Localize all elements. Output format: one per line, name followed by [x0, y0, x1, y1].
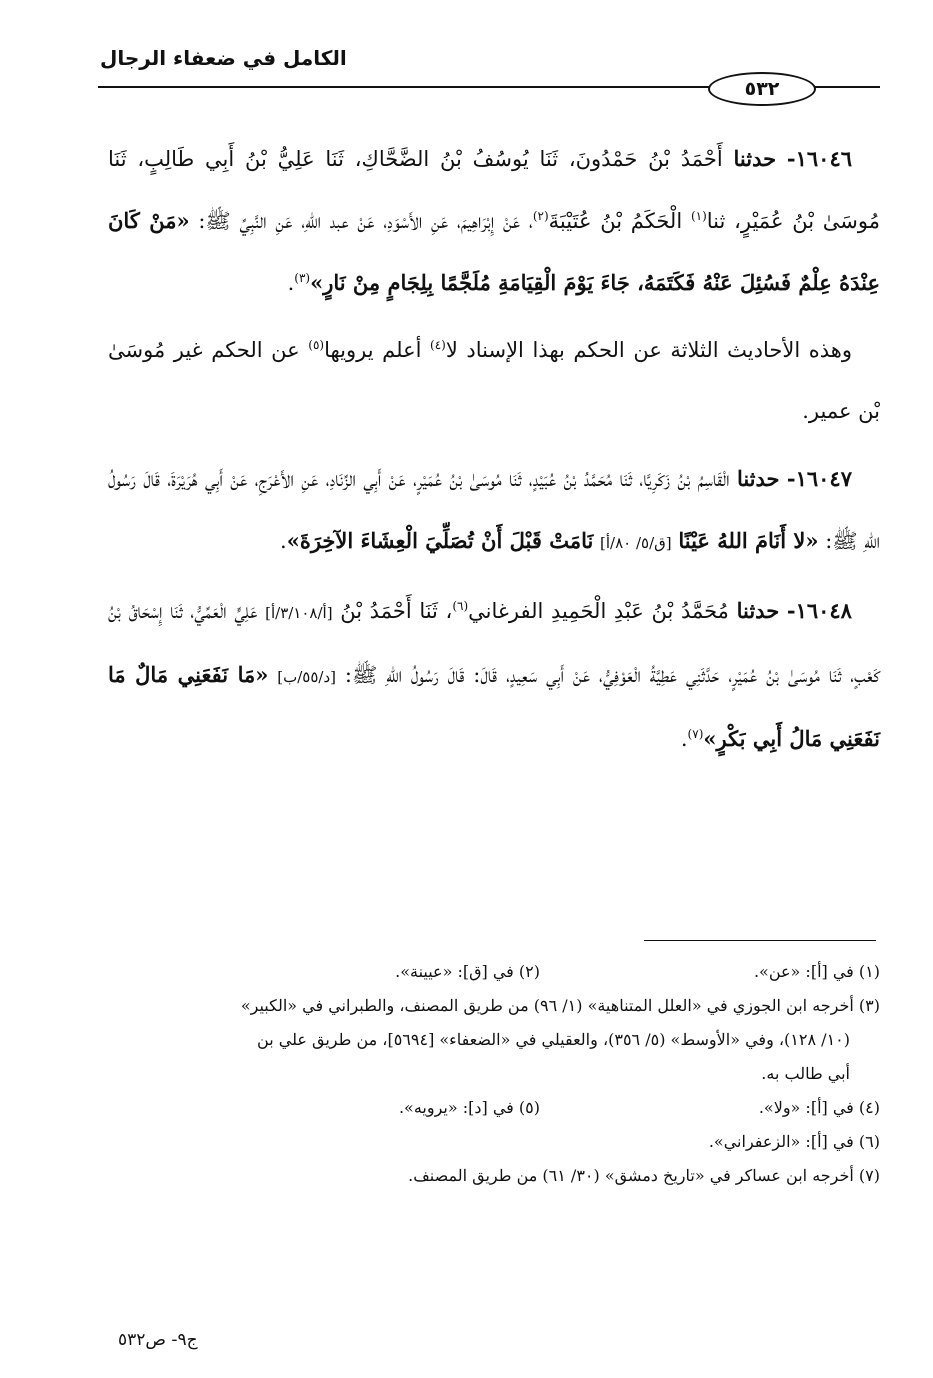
footnote-1: (١) في [أ]: «عن».: [753, 962, 880, 981]
footnote-3: [108, 989, 880, 1091]
manuscript-reference: [د/٥٥/ب]: [277, 668, 337, 686]
page-number: ٥٣٢: [744, 78, 780, 100]
commentary-paragraph: [108, 320, 880, 442]
footnote-marker: (١): [690, 209, 707, 223]
hadith-matn: نَامَتْ قَبْلَ أَنْ تُصَلِّيَ الْعِشَاءَ الآخِرَةَ»: [286, 528, 594, 553]
isnad-text: عَلِيٍّ الْعَمِّيُّ، ثَنَا إِسْحَاقُ بْنُ كَعْبٍ، ثَنَا مُوسَىٰ بْنُ عُمَيْرٍ، حَدَّثَنِي عَطِيَّةُ الْعَوْفِيُّ، عَنْ أَبِي سَعِيدٍ، قَالَ: قَالَ رَسُولُ اللهِ ﷺ:: [108, 599, 880, 687]
hadith-entry-16048: [108, 580, 880, 770]
footnote-marker: (٢): [532, 209, 549, 223]
volume-page-reference: ج٩- ص٥٣٢: [118, 1330, 198, 1350]
commentary-text: عن الحكم غير مُوسَىٰ بْن عمير.: [108, 338, 880, 423]
entry-number: ١٦٠٤٦-: [786, 146, 853, 171]
footnote-3-line: أبي طالب به.: [761, 1064, 850, 1083]
footnote-row: [108, 955, 880, 989]
footnote-3-line: (٣) أخرجه ابن الجوزي في «العلل المتناهية» (١/ ٩٦) من طريق المصنف، والطبراني في «الكبير»: [240, 996, 880, 1015]
hadith-matn: «مَنْ كَانَ عِنْدَهُ عِلْمٌ فَسُئِلَ عَنْهُ فَكَتَمَهُ، جَاءَ يَوْمَ الْقِيَامَةِ مُلَجَّمًا بِلِجَامٍ مِنْ نَارٍ»: [108, 208, 880, 295]
entry-number: ١٦٠٤٨-: [786, 598, 852, 623]
footnote-4: (٤) في [أ]: «ولا».: [758, 1098, 880, 1117]
commentary-text: أعلم يرويها: [324, 338, 422, 362]
footnote-marker: (٦): [452, 599, 469, 613]
period: .: [280, 529, 287, 553]
main-text: [108, 128, 880, 776]
entry-number: ١٦٠٤٧-: [786, 466, 852, 491]
hadith-entry-16047: [108, 448, 880, 574]
footnote-3-line: (١٠/ ١٢٨)، وفي «الأوسط» (٥/ ٣٥٦)، والعقيلي في «الضعفاء» [٥٦٩٤]، من طريق علي بن: [257, 1030, 850, 1049]
hadith-matn: «مَا نَفَعَنِي مَالٌ مَا نَفَعَنِي مَالُ أَبِي بَكْرٍ»: [108, 662, 880, 751]
footnote-marker: (٤): [430, 338, 446, 352]
footnote-7: (٧) أخرجه ابن عساكر في «تاريخ دمشق» (٣٠/ ٦١) من طريق المصنف.: [408, 1166, 880, 1185]
isnad-text: ، ثَنَا أَحْمَدُ بْنُ: [340, 599, 453, 623]
manuscript-reference: [أ/٣/١٠٨/أ]: [265, 604, 333, 622]
footnote-6: (٦) في [أ]: «الزعفراني».: [708, 1132, 880, 1151]
entry-keyword: حدثنا: [733, 146, 777, 171]
page-number-badge: [708, 72, 816, 106]
running-title: الكامل في ضعفاء الرجال: [100, 46, 347, 70]
period: .: [680, 727, 688, 751]
entry-keyword: حدثنا: [736, 466, 780, 491]
entry-keyword: حدثنا: [736, 598, 780, 623]
footnote-marker: (٣): [294, 271, 311, 285]
isnad-text: الْحَكَمُ بْنُ عُتَيْبَةَ: [548, 209, 683, 233]
footnote-marker: (٥): [308, 338, 325, 352]
footnote-marker: (٧): [687, 727, 704, 741]
footnote-2: (٢) في [ق]: «عيينة».: [395, 962, 540, 981]
hadith-entry-16046: [108, 128, 880, 314]
footnote-5: (٥) في [د]: «يرويه».: [398, 1098, 540, 1117]
isnad-text: أَحْمَدُ بْنُ حَمْدُونَ، ثَنَا يُوسُفُ بْنُ الضَّحَّاكِ، ثَنَا عَلِيُّ بْنُ أَبِي طَالِبٍ، ثَنَا مُوسَىٰ بْنُ عُمَيْرٍ، ثنا: [108, 147, 881, 233]
isnad-text: الْقَاسِمُ بْنُ زَكَرِيَّا، ثَنَا مُحَمَّدُ بْنُ عُبَيْدٍ، ثَنَا مُوسَىٰ بْنُ عُمَيْرٍ، عَنْ أَبِي الزِّنَادِ، عَنِ الأَعْرَجِ، عَنْ أَبِي هُرَيْرَةَ، قَالَ رَسُولُ اللهِ ﷺ:: [108, 467, 880, 553]
footnote-row: [108, 1091, 880, 1125]
hadith-matn: «لا أَنَامَ اللهُ عَيْنًا: [678, 528, 819, 553]
footnote-separator: [644, 940, 876, 941]
manuscript-reference: [ق/٥/ ٨٠/أ]: [600, 534, 672, 552]
isnad-text: ، عَنْ إِبْرَاهِيمَ، عَنِ الأَسْوَدِ، عَنْ عبد اللهِ، عَنِ النَّبِيِّ ﷺ:: [198, 209, 533, 233]
period: .: [287, 271, 295, 295]
isnad-text: مُحَمَّدُ بْنُ عَبْدِ الْحَمِيدِ الفرغاني: [468, 599, 729, 623]
commentary-text: وهذه الأحاديث الثلاثة عن الحكم بهذا الإسناد لا: [445, 338, 852, 362]
footnotes: [108, 955, 880, 1193]
